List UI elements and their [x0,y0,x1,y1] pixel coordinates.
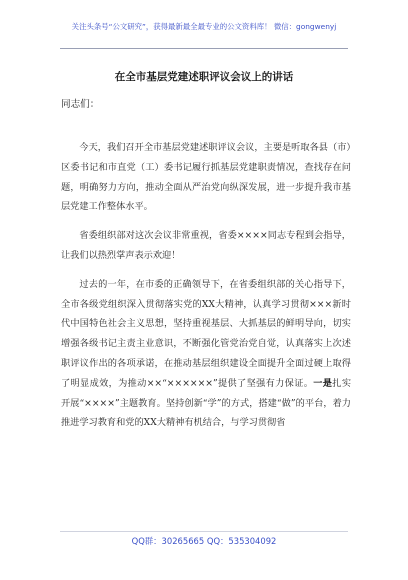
paragraph-3 [61,275,351,433]
header-divider [60,48,348,49]
paragraph-3-continuation: 扎实开展“××××”主题教育。坚持创新“学”的方式，搭建“做”的平台，着力推进学习教育和党的XX大精神有机结合，与学习贯彻省 [61,377,352,429]
promo-banner: 关注头条号“公文研究”，获得最新最全最专业的公文资料库！ 微信：gongwenyj [71,22,337,31]
paragraph-3-emphasis: 一是 [313,377,333,389]
document-title: 在全市基层党建述职评议会议上的讲话 [114,71,294,83]
paragraph-1: 今天，我们召开全市基层党建述职评议会议，主要是听取各县（市）区委书记和市直党（工）委书记履行抓基层党建职责情况，查找存在问题，明确努力方向，推动全面从严治党向纵深发展，进一步提升我市基层党建工作整体水平。 [61,142,351,213]
footer-contact: QQ群：30265665 QQ：535304092 [131,536,277,546]
footer-divider [60,531,348,532]
salutation: 同志们： [61,99,100,110]
paragraph-2: 省委组织部对这次会议非常重视，省委××××同志专程到会指导，让我们以热烈掌声表示欢迎！ [61,230,351,261]
paragraph-3-text: 过去的一年，在市委的正确领导下，在省委组织部的关心指导下，全市各级党组织深入贯彻落实党的XX大精神，认真学习贯彻×××新时代中国特色社会主义思想，坚持重视基层、大抓基层的鲜明导向，切实增强各级书记主责主业意识，不断强化管党治党自觉，认真落实上次述职评议作出的各项承诺，在推动基层组织建设全面提升全面过硬上取得了明显成效，为推动××“××××××”提供了坚强有力保证。 [61,278,351,389]
document-body [61,138,351,442]
